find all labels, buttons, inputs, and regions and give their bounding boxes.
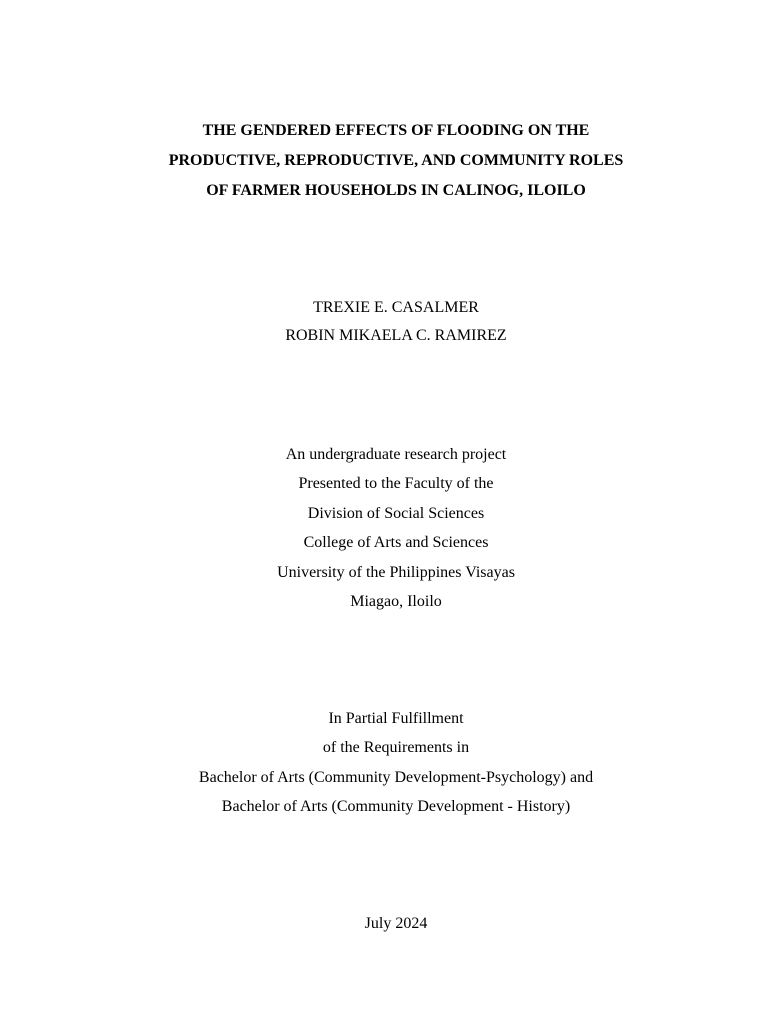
date-text: July 2024 <box>364 915 428 932</box>
presentation-line: University of the Philippines Visayas <box>277 563 515 581</box>
fulfillment-line: Bachelor of Arts (Community Development - History) <box>221 798 571 816</box>
thesis-title <box>12 116 768 206</box>
fulfillment-line: of the Requirements in <box>322 739 470 757</box>
submission-date <box>12 910 768 938</box>
title-line: OF FARMER HOUSEHOLDS IN CALINOG, ILOILO <box>206 182 586 199</box>
fulfillment-line: In Partial Fulfillment <box>328 710 464 727</box>
fulfillment-statement <box>12 704 768 822</box>
title-line: THE GENDERED EFFECTS OF FLOODING ON THE <box>202 122 590 139</box>
presentation-line: College of Arts and Sciences <box>303 534 489 552</box>
presentation-line: Presented to the Faculty of the <box>298 475 494 493</box>
fulfillment-line: Bachelor of Arts (Community Development-Psychology) and <box>198 768 594 786</box>
authors <box>12 294 768 350</box>
presentation-line: Division of Social Sciences <box>307 504 485 522</box>
author-name: ROBIN MIKAELA C. RAMIREZ <box>285 327 507 344</box>
presentation-line: An undergraduate research project <box>285 446 507 463</box>
presentation-statement <box>12 440 768 616</box>
presentation-line: Miagao, Iloilo <box>350 593 442 611</box>
title-line: PRODUCTIVE, REPRODUCTIVE, AND COMMUNITY ROLES <box>168 152 624 169</box>
author-name: TREXIE E. CASALMER <box>313 299 479 316</box>
